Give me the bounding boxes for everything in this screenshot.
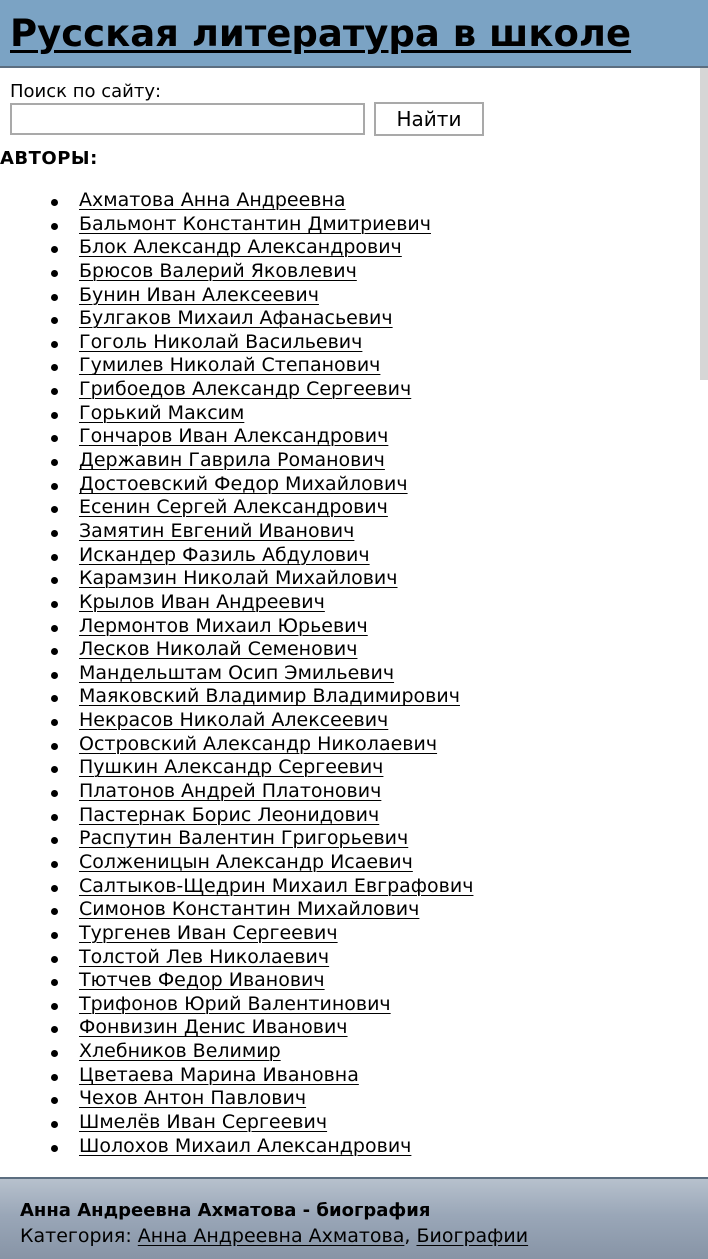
bullet-icon: [51, 1050, 58, 1057]
bullet-icon: [51, 506, 58, 513]
author-link[interactable]: Гоголь Николай Васильевич: [79, 330, 363, 353]
author-link[interactable]: Фонвизин Денис Иванович: [79, 1016, 348, 1039]
authors-heading: АВТОРЫ:: [0, 148, 98, 169]
bullet-icon: [51, 885, 58, 892]
list-item: [0, 1016, 473, 1040]
list-item: [0, 662, 473, 686]
author-link[interactable]: Шмелёв Иван Сергеевич: [79, 1110, 328, 1133]
author-link[interactable]: Тютчев Федор Иванович: [79, 969, 325, 992]
list-item: [0, 733, 473, 757]
author-link[interactable]: Горький Максим: [79, 401, 245, 424]
list-item: [0, 851, 473, 875]
list-item: [0, 638, 473, 662]
author-link[interactable]: Шолохов Михаил Александрович: [79, 1134, 412, 1157]
author-link[interactable]: Некрасов Николай Алексеевич: [79, 709, 389, 732]
footer-bar: [0, 1177, 708, 1259]
author-link[interactable]: Ахматова Анна Андреевна: [79, 189, 346, 211]
list-item: [0, 354, 473, 378]
list-item: [0, 260, 473, 284]
bullet-icon: [51, 743, 58, 750]
author-link[interactable]: Распутин Валентин Григорьевич: [79, 827, 409, 850]
bullet-icon: [51, 625, 58, 632]
list-item: [0, 993, 473, 1017]
author-link[interactable]: Достоевский Федор Михайлович: [79, 472, 408, 495]
list-item: [0, 615, 473, 639]
list-item: [0, 804, 473, 828]
bullet-icon: [51, 1003, 58, 1010]
bullet-icon: [51, 270, 58, 277]
bullet-icon: [51, 341, 58, 348]
list-item: [0, 378, 473, 402]
bullet-icon: [51, 956, 58, 963]
list-item: [0, 827, 473, 851]
bullet-icon: [51, 1097, 58, 1104]
list-item: [0, 496, 473, 520]
author-link[interactable]: Лесков Николай Семенович: [79, 638, 358, 661]
bullet-icon: [51, 199, 58, 206]
author-link[interactable]: Гончаров Иван Александрович: [79, 425, 389, 448]
author-link[interactable]: Толстой Лев Николаевич: [79, 945, 330, 968]
bullet-icon: [51, 577, 58, 584]
category-label: Категория:: [20, 1225, 132, 1247]
list-item: [0, 1040, 473, 1064]
author-link[interactable]: Есенин Сергей Александрович: [79, 496, 388, 519]
bullet-icon: [51, 554, 58, 561]
bullet-icon: [51, 1026, 58, 1033]
author-link[interactable]: Чехов Антон Павлович: [79, 1087, 307, 1110]
list-item: [0, 567, 473, 591]
bullet-icon: [51, 1145, 58, 1152]
list-item: [0, 213, 473, 237]
list-item: [0, 969, 473, 993]
bullet-icon: [51, 908, 58, 915]
bullet-icon: [51, 223, 58, 230]
author-list: [0, 189, 473, 1158]
bullet-icon: [51, 861, 58, 868]
scrollbar-thumb[interactable]: [700, 68, 708, 380]
bullet-icon: [51, 837, 58, 844]
list-item: [0, 756, 473, 780]
list-item: [0, 946, 473, 970]
list-item: [0, 189, 473, 213]
list-item: [0, 709, 473, 733]
list-item: [0, 1135, 473, 1159]
list-item: [0, 1111, 473, 1135]
list-item: [0, 307, 473, 331]
author-link[interactable]: Мандельштам Осип Эмильевич: [79, 661, 395, 684]
list-item: [0, 449, 473, 473]
list-item: [0, 473, 473, 497]
category-link-akhmatova[interactable]: Анна Андреевна Ахматова: [137, 1225, 405, 1247]
category-link-biographies[interactable]: Биографии: [416, 1225, 529, 1247]
bullet-icon: [51, 695, 58, 702]
bullet-icon: [51, 483, 58, 490]
author-link[interactable]: Пастернак Борис Леонидович: [79, 803, 380, 826]
author-link[interactable]: Блок Александр Александрович: [79, 236, 402, 259]
site-header: [0, 0, 708, 68]
list-item: [0, 544, 473, 568]
author-link[interactable]: Симонов Константин Михайлович: [79, 898, 420, 921]
list-item: [0, 922, 473, 946]
bullet-icon: [51, 932, 58, 939]
author-link[interactable]: Державин Гаврила Романович: [79, 449, 385, 472]
bullet-icon: [51, 719, 58, 726]
author-link[interactable]: Бальмонт Константин Дмитриевич: [79, 212, 431, 235]
footer-category: [20, 1224, 528, 1248]
list-item: [0, 875, 473, 899]
list-item: [0, 1064, 473, 1088]
author-link[interactable]: Лермонтов Михаил Юрьевич: [79, 614, 368, 637]
list-item: [0, 402, 473, 426]
author-link[interactable]: Пушкин Александр Сергеевич: [79, 756, 384, 779]
bullet-icon: [51, 601, 58, 608]
author-link[interactable]: Платонов Андрей Платонович: [79, 780, 382, 803]
author-link[interactable]: Хлебников Велимир: [79, 1040, 281, 1063]
bullet-icon: [51, 648, 58, 655]
author-link[interactable]: Замятин Евгений Иванович: [79, 519, 355, 542]
list-item: [0, 331, 473, 355]
author-link[interactable]: Искандер Фазиль Абдулович: [79, 543, 370, 566]
author-link[interactable]: Маяковский Владимир Владимирович: [79, 685, 460, 708]
author-link[interactable]: Булгаков Михаил Афанасьевич: [79, 307, 393, 330]
bullet-icon: [51, 317, 58, 324]
bullet-icon: [51, 412, 58, 419]
search-label: Поиск по сайту:: [10, 81, 162, 102]
author-link[interactable]: Крылов Иван Андреевич: [79, 590, 325, 613]
author-link[interactable]: Бунин Иван Алексеевич: [79, 283, 319, 306]
category-separator: ,: [404, 1225, 411, 1247]
author-link[interactable]: Брюсов Валерий Яковлевич: [79, 259, 357, 282]
bullet-icon: [51, 459, 58, 466]
author-link[interactable]: Гумилев Николай Степанович: [79, 354, 381, 377]
bullet-icon: [51, 530, 58, 537]
list-item: [0, 520, 473, 544]
bullet-icon: [51, 766, 58, 773]
list-item: [0, 1087, 473, 1111]
author-link[interactable]: Карамзин Николай Михайлович: [79, 567, 398, 590]
bullet-icon: [51, 246, 58, 253]
list-item: [0, 425, 473, 449]
bullet-icon: [51, 814, 58, 821]
bullet-icon: [51, 790, 58, 797]
bullet-icon: [51, 672, 58, 679]
author-link[interactable]: Трифонов Юрий Валентинович: [79, 992, 391, 1015]
author-link[interactable]: Салтыков-Щедрин Михаил Евграфович: [79, 874, 474, 897]
list-item: [0, 591, 473, 615]
site-title-link[interactable]: Русская литература в школе: [10, 12, 632, 55]
author-link[interactable]: Солженицын Александр Исаевич: [79, 850, 413, 873]
search-input[interactable]: [10, 103, 365, 135]
author-link[interactable]: Грибоедов Александр Сергеевич: [79, 378, 412, 401]
author-link[interactable]: Цветаева Марина Ивановна: [79, 1063, 359, 1086]
bullet-icon: [51, 1121, 58, 1128]
list-item: [0, 284, 473, 308]
bullet-icon: [51, 294, 58, 301]
list-item: [0, 780, 473, 804]
author-link[interactable]: Тургенев Иван Сергеевич: [79, 921, 338, 944]
search-button[interactable]: Найти: [374, 102, 484, 136]
author-link[interactable]: Островский Александр Николаевич: [79, 732, 438, 755]
bullet-icon: [51, 1074, 58, 1081]
list-item: [0, 685, 473, 709]
bullet-icon: [51, 364, 58, 371]
bullet-icon: [51, 388, 58, 395]
bullet-icon: [51, 979, 58, 986]
list-item: [0, 898, 473, 922]
footer-title: Анна Андреевна Ахматова - биография: [20, 1200, 431, 1221]
list-item: [0, 236, 473, 260]
bullet-icon: [51, 435, 58, 442]
